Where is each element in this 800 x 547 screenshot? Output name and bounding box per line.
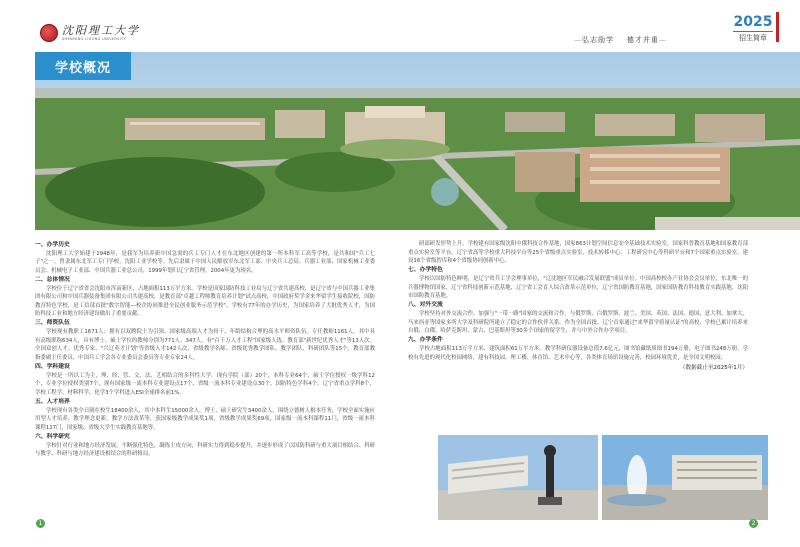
campus-fountain-photo xyxy=(602,435,768,520)
left-text-column xyxy=(35,240,375,459)
page-number-right: 2 xyxy=(749,519,758,528)
section-title: 学校概况 xyxy=(35,52,131,80)
red-accent-bar xyxy=(776,12,779,42)
year: 2025 xyxy=(733,14,773,30)
section-paragraph: 学校坚持对外交流合作，加强与"一带一路"国家的交流和合作，与俄罗斯、白俄罗斯、波兰、美国、英国、法国、德国、意大利、加拿大、马来西亚等国家多所大学及科研院所建立了稳定的合作伙伴关系。作为全国首批、辽宁首家通过"来华留学质量认证"的高校，学校已累计培养来自俄、白俄、哈萨克斯坦、蒙古、巴基斯坦等30多个国家的留学生，并与中外合作办学项目。 xyxy=(408,311,748,334)
section-heading: 九、办学条件 xyxy=(408,337,443,343)
campus-monument-photo xyxy=(438,435,598,520)
section-heading: 六、科学研究 xyxy=(35,433,70,440)
school-emblem-icon xyxy=(40,24,58,42)
brochure-subtitle: 招生简章 xyxy=(739,34,767,42)
section-paragraph: 学校是一所以工为主，理、经、管、文、法、艺相结合的多科性大学。现有学院（部）20个，本科专业64个，硕士学位授权一级学科12个，专业学位授权类别7个，现有国家级一流本科专业建设点17个、省级一流本科专业建设点30个，国防特色学科4个，辽宁省重点学科8个，学校工程学、材料科学、化学3个学科进入ESI全球排名前1%。 xyxy=(35,372,375,396)
campus-aerial-image xyxy=(35,52,800,230)
section-paragraph: 学校以国防特色鲜明，是辽宁省兵工学会理事单位，"辽沈地区军民融合发展联盟"成员单位。中国高校校办产业协会会员单位，东北唯一的兵器博物馆国家，辽宁省科技创新示范基地，辽宁省工会育人综合改革示范单位，辽宁省国防教育基地，国家国防教育科技教育实践基地，沈阳市国防教育基地。 xyxy=(408,276,748,299)
campus-aerial-photo xyxy=(35,52,800,230)
section-paragraph: 沈阳理工大学始建于1948年，是我军为培养新中国急需的兵工专门人才在东北地区创建的第一所本科军工高等学校，是共和国"兵工七子"之一。曾隶属东北军工专门学校，沈阳工业学校等。先后隶属于中国人民解放军东北军工部、中央兵工总局、兵器工业部、国家机械工业委员会、机械电子工业部、中国兵器工业总公司，1999年划归辽宁省管理，2004年更为现名。 xyxy=(35,250,375,274)
page-header xyxy=(0,0,800,52)
section-heading: 五、人才培养 xyxy=(35,398,70,405)
school-name-en: SHENYANG LIGONG UNIVERSITY xyxy=(62,36,126,41)
fountain-image xyxy=(602,435,768,520)
section-paragraph: 学校占地面积113万平方米，建筑面积61万平方米。教学科研仪器设备总值7.6亿元，图书馆藏纸质图书194万册，电子图书248万册。学校有先进的现代化校园网络，建有科技园、理工楼、体育馆、艺术中心等，各类体育场馆设施完善，校园环境优美，是全国文明校园。 xyxy=(408,346,748,361)
page-number-left: 1 xyxy=(36,519,45,528)
section-heading: 二、总体情况 xyxy=(35,276,70,283)
section-paragraph: 学校位于辽宁省省会沈阳市浑南新区，占地面积113万平方米。学校是国家国防科技工业局与辽宁省共建高校，是辽宁省与中国兵器工业集团有限公司和中国兵器装备集团有限公司共建高校，是教育部"卓越工程师教育培养计划"试点高校，中国政府奖学金来华留学生接收院校，国防教育特色学校，是工信部首批"数字智能—校企协同推进全民创业服务示范学校"。学校有77年的办学历史，为国家培养了大批优秀人才，为国防科技工业和地方经济建设做出了重要贡献。 xyxy=(35,285,375,317)
monument-image xyxy=(438,435,598,520)
section-heading: 四、学科建设 xyxy=(35,363,70,370)
section-heading: 八、对外交流 xyxy=(408,302,443,308)
slogan-right: 德才并重 xyxy=(626,36,659,44)
right-text-column xyxy=(408,240,748,373)
slogan: —弘志励学 德才并重— xyxy=(574,36,667,44)
year-box xyxy=(733,14,773,43)
school-name: 沈阳理工大学 xyxy=(62,23,140,37)
data-cutoff-note: （数据截止至2025年1月） xyxy=(679,365,748,371)
section-paragraph: 学校现有教职工1671人；拥有以双聘院士为引领、国家级高端人才为骨干、年龄结构合理的高水平师资队伍。专任教师1161人，其中具有高级职称634人，具有博士、硕士学位的教师分别为771人、347人，有"百千万人才工程"国家级人选、教育部"新世纪优秀人才"等13人次。全国双创人才、优秀专家、"兴辽英才计划"等省级人才142人次，省级教学名师、省级优秀教学团队、教学团队、科研团队等15个，教育部教指委副主任委员、中国兵工学会各专业委员会委员等专业专家24人。 xyxy=(35,329,375,361)
school-logo xyxy=(40,24,140,42)
slogan-left: 弘志励学 xyxy=(582,36,614,44)
section-heading: 七、办学特色 xyxy=(408,267,443,273)
section-heading: 三、师资队伍 xyxy=(35,320,70,326)
section-heading: 一、办学历史 xyxy=(35,241,70,248)
section-paragraph: 研部研发形势上升。学校建有国家级沈阳中俄科技合作基地，国家863计划空间信息安全基础技术实验室，国家科普教育基地和国家教育部重点实验室等平台，辽宁省高等学校重大科技平台等25个省级重点实验室，技术转移中心、工程研究中心等科研平台和7个国家重点实验室，建设16个省级智库和4个省级协同创新中心。 xyxy=(408,241,748,264)
section-paragraph: 学校针对行业和地方经济发展，不断强化特色，凝练主攻方向，科研实力得到稳步提升，并逐步形成了以国防科研与重大项目相结合、科研与教学、科研与地方经济建设相结合的科研格局。 xyxy=(35,442,375,457)
section-paragraph: 学校现有各类全日制在校生18400余人，其中本科生15000余人，博士、硕士研究生3400余人，围绕立德树人根本任务，学校全面实施应用型人才培养，教学理念更新，教学方法改革等，获国家级教学成果奖1项，省级教学成果奖69项，国家级一流本科课程11门，省级一流本科课程117门，国家级、省级大学生实践教育基地等。 xyxy=(35,407,375,431)
